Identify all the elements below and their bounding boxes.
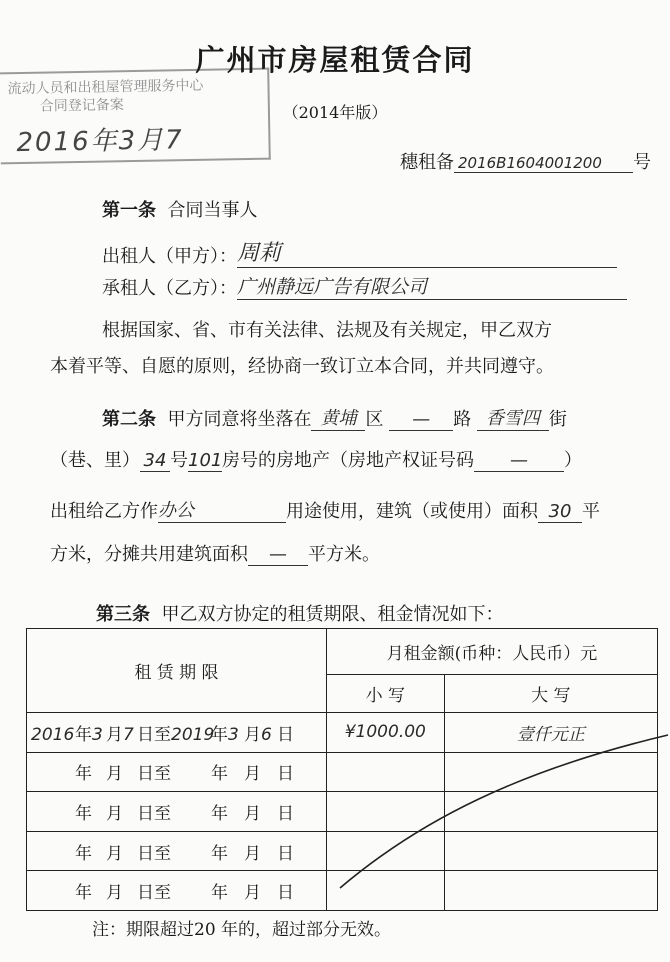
- rent-small: [326, 831, 444, 871]
- area-label: 平: [582, 501, 600, 522]
- start-year: 2016: [31, 724, 75, 745]
- month-label: 月: [106, 724, 123, 745]
- article1-heading: 第一条: [102, 200, 156, 221]
- shared-area-value: —: [248, 544, 308, 566]
- month-label: 月: [244, 724, 261, 745]
- month-label: 月: [106, 843, 123, 864]
- period-cell: [27, 831, 327, 871]
- article3-heading-row: [96, 600, 503, 626]
- month-label: 月: [106, 764, 123, 785]
- article2-heading: 第二条: [102, 409, 156, 430]
- year-label: 年: [75, 883, 92, 904]
- start-month: 3: [92, 724, 103, 745]
- rent-small: [326, 871, 444, 911]
- table-row: [27, 871, 658, 911]
- header-rent: 月租金额(币种：人民币）元: [326, 629, 657, 675]
- article1-para-line2: 本着平等、自愿的原则，经协商一致订立本合同，并共同遵守。: [50, 356, 554, 377]
- document-version: （2014年版）: [282, 103, 388, 122]
- year-label: 年: [211, 724, 228, 745]
- lessee-value: 广州静远广告有限公司: [237, 272, 627, 300]
- document-title: 广州市房屋租赁合同: [195, 43, 475, 77]
- header-period: 租 赁 期 限: [27, 629, 327, 713]
- area-value: 30: [538, 501, 582, 523]
- usage-value: 办公: [158, 496, 286, 523]
- year-label: 年: [75, 764, 92, 785]
- stamp-signature: 2016年3月7: [16, 125, 184, 159]
- month-label: 月: [244, 843, 261, 864]
- article2-text6: 方米，分摊共用建筑面积: [50, 544, 248, 565]
- house-number-value: 34: [140, 450, 170, 472]
- stamp-line-2: 合同登记备案: [39, 97, 124, 115]
- district-value: 黄埔: [311, 404, 365, 431]
- day-label: 日: [277, 764, 294, 785]
- lessee-row: [102, 272, 627, 300]
- footnote: 注：期限超过20 年的，超过部分无效。: [92, 920, 392, 940]
- district-label: 区: [365, 409, 384, 430]
- lessor-row: [102, 236, 617, 268]
- day-to-label: 日至: [137, 883, 171, 904]
- year-label: 年: [211, 764, 228, 785]
- month-label: 月: [106, 803, 123, 824]
- end-month: 3: [228, 724, 239, 745]
- article2-text4: 出租给乙方作: [50, 501, 158, 522]
- house-number-label: 号: [170, 450, 188, 471]
- period-cell: [27, 792, 327, 832]
- article2-line4: [50, 540, 380, 566]
- table-row: [27, 831, 658, 871]
- period-cell: [27, 871, 327, 911]
- rent-small: ¥1000.00: [326, 713, 444, 753]
- article2-line1: [102, 404, 567, 431]
- room-value: 101: [188, 450, 223, 471]
- rent-large: [444, 871, 657, 911]
- header-small: 小 写: [326, 675, 444, 713]
- rent-large: [444, 752, 657, 792]
- end-day: 6: [261, 724, 272, 745]
- street-value: 香雪四: [477, 404, 549, 431]
- day-to-label: 日至: [137, 803, 171, 824]
- month-label: 月: [244, 883, 261, 904]
- lessor-label: 出租人（甲方）：: [102, 246, 237, 267]
- article2-text7: 平方米。: [308, 544, 380, 565]
- article3-heading: 第三条: [96, 604, 150, 625]
- rent-large: [444, 792, 657, 832]
- day-label: 日: [277, 803, 294, 824]
- article2-line2: [50, 446, 582, 472]
- stamp-line-1: 流动人员和出租屋管理服务中心: [7, 77, 204, 98]
- article1-para-line1: 根据国家、省、市有关法律、法规及有关规定，甲乙双方: [102, 320, 552, 341]
- street-label: 街: [548, 409, 567, 430]
- registration-suffix: 号: [633, 152, 651, 173]
- registration-value: 2016B1604001200: [454, 154, 633, 173]
- start-day: 7: [123, 724, 134, 745]
- article1-text: 合同当事人: [167, 200, 258, 221]
- year-label: 年: [211, 843, 228, 864]
- year-label: 年: [211, 803, 228, 824]
- period-cell: [27, 713, 327, 753]
- article3-text: 甲乙双方协定的租赁期限、租金情况如下：: [161, 604, 504, 625]
- cert-value: —: [474, 450, 564, 472]
- article2-text1: 甲方同意将坐落在: [167, 409, 312, 430]
- rent-small: [326, 792, 444, 832]
- month-label: 月: [244, 764, 261, 785]
- day-to-label: 日至: [137, 724, 171, 745]
- day-to-label: 日至: [137, 843, 171, 864]
- year-label: 年: [75, 803, 92, 824]
- registration-label: 穗租备: [400, 152, 454, 173]
- rent-table: [26, 628, 658, 911]
- table-row: [27, 752, 658, 792]
- article2-line3: [50, 496, 600, 523]
- article1-heading-row: [102, 196, 257, 222]
- month-label: 月: [106, 883, 123, 904]
- table-row: [27, 792, 658, 832]
- year-label: 年: [75, 724, 92, 745]
- article2-text2: （巷、里）: [50, 450, 140, 471]
- year-label: 年: [75, 843, 92, 864]
- rent-small: [326, 752, 444, 792]
- article2-text3-end: ）: [564, 450, 582, 471]
- road-value: —: [389, 409, 453, 431]
- day-label: 日: [277, 843, 294, 864]
- day-to-label: 日至: [137, 764, 171, 785]
- period-cell: [27, 752, 327, 792]
- road-label: 路: [453, 409, 472, 430]
- rent-large: [444, 831, 657, 871]
- table-row: [27, 713, 658, 753]
- lessor-value: 周莉: [237, 236, 617, 268]
- article2-text5: 用途使用，建筑（或使用）面积: [286, 501, 538, 522]
- registration-number: [400, 148, 651, 174]
- lessee-label: 承租人（乙方）：: [102, 278, 237, 299]
- month-label: 月: [244, 803, 261, 824]
- day-label: 日: [277, 724, 294, 745]
- rent-large: 壹仟元正: [444, 713, 657, 753]
- article2-text3: 房号的房地产（房地产权证号码: [222, 450, 474, 471]
- end-year: 2019: [171, 724, 215, 745]
- header-large: 大 写: [444, 675, 657, 713]
- year-label: 年: [211, 883, 228, 904]
- day-label: 日: [277, 883, 294, 904]
